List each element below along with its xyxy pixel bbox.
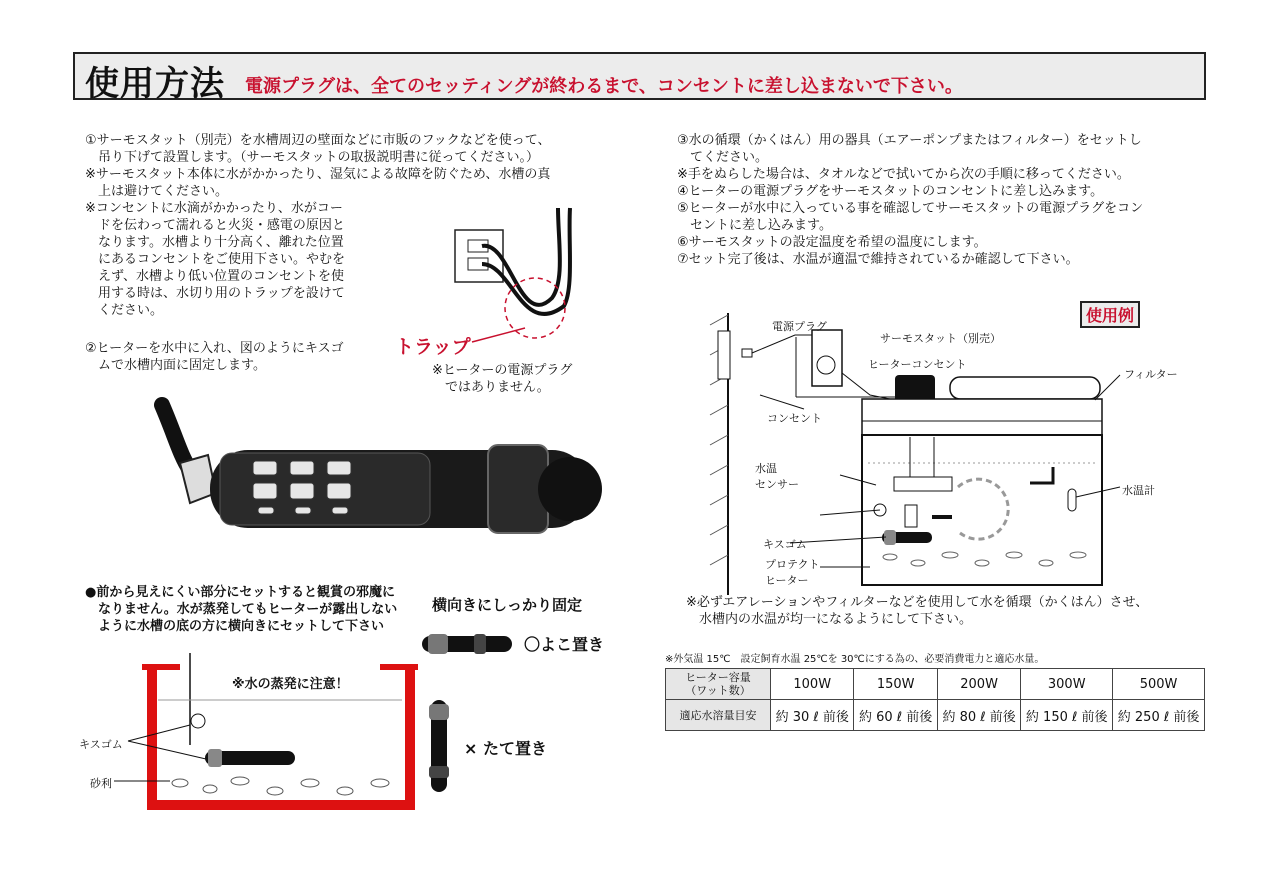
label-suction: キスゴム bbox=[763, 538, 807, 551]
table-cell: 500W bbox=[1113, 669, 1205, 700]
table-row bbox=[666, 669, 1205, 700]
outlet-trap-illustration bbox=[440, 200, 590, 340]
tank-evaporation-diagram bbox=[80, 645, 420, 815]
table-caption: ※外気温 15℃ 設定飼育水温 25℃を 30℃にする為の、必要消費電力と適応水量。 bbox=[665, 654, 1045, 665]
placement-bullet: ●前から見えにくい部分にセットすると観賞の邪魔に なりません。水が蒸発してもヒーターが露出しない ように水槽の底の方に横向きにセットして下さい bbox=[85, 585, 398, 634]
table-row bbox=[666, 700, 1205, 731]
table-cell: 200W bbox=[937, 669, 1020, 700]
table-cell: 約 250 ℓ 前後 bbox=[1113, 700, 1205, 731]
step4-text: ④ヒーターの電源プラグをサーモスタットのコンセントに差し込みます。 bbox=[677, 184, 1104, 199]
suction-cup-label: キスゴム bbox=[79, 738, 123, 751]
trap-label: トラップ bbox=[395, 336, 471, 358]
step6-text: ⑥サーモスタットの設定温度を希望の温度にします。 bbox=[677, 235, 987, 250]
ok-label: 〇よこ置き bbox=[524, 635, 605, 654]
evaporation-note: ※水の蒸発に注意！ bbox=[232, 677, 349, 692]
table-header-cell: ヒーター容量 （ワット数） bbox=[666, 669, 771, 700]
step2-text: ②ヒーターを水中に入れ、図のようにキスゴ ムで水槽内面に固定します。 bbox=[85, 341, 344, 373]
step3-text: ③水の循環（かくはん）用の器具（エアーポンプまたはフィルター）をセットし てください。 bbox=[677, 133, 1142, 165]
heater-illustration bbox=[150, 395, 610, 555]
page-title: 使用方法 bbox=[85, 64, 225, 104]
step5-text: ⑤ヒーターが水中に入っている事を確認してサーモスタットの電源プラグをコン セントに差し込みます。 bbox=[677, 201, 1144, 233]
table-cell: 100W bbox=[771, 669, 854, 700]
table-cell: 約 30 ℓ 前後 bbox=[771, 700, 854, 731]
label-heater-outlet: ヒーターコンセント bbox=[868, 358, 967, 371]
table-cell: 約 80 ℓ 前後 bbox=[937, 700, 1020, 731]
ng-label: × たて置き bbox=[464, 739, 547, 758]
circulation-note: ※必ずエアレーションやフィルターなどを使用して水を循環（かくはん）させ、 水槽内の水温が均一になるようにして下さい。 bbox=[686, 595, 1149, 627]
note2-text: ※コンセントに水滴がかかったり、水がコー ドを伝わって濡れると火災・感電の原因と なります。水槽より十分高く、離れた位置 にあるコンセントをご使用下さい。やむを えず、水槽より低い位置のコンセントを使 用する時は、水切り用のトラップを設けて ください。 bbox=[85, 201, 346, 318]
note3-text: ※手をぬらした場合は、タオルなどで拭いてから次の手順に移ってください。 bbox=[677, 167, 1130, 182]
label-thermometer: 水温計 bbox=[1122, 484, 1155, 497]
heater-capacity-table bbox=[665, 668, 1205, 731]
label-protect-heater: プロテクト ヒーター bbox=[765, 558, 820, 587]
table-cell: 300W bbox=[1021, 669, 1113, 700]
label-thermostat: サーモスタット（別売） bbox=[880, 332, 1001, 345]
plug-warning: 電源プラグは、全てのセッティングが終わるまで、コンセントに差し込まないで下さい。 bbox=[245, 76, 963, 97]
table-cell: 約 150 ℓ 前後 bbox=[1021, 700, 1113, 731]
fix-title: 横向きにしっかり固定 bbox=[432, 596, 583, 614]
page-header bbox=[73, 52, 1206, 104]
label-outlet: コンセント bbox=[767, 412, 822, 425]
trap-pointer bbox=[470, 320, 530, 350]
label-filter: フィルター bbox=[1124, 368, 1178, 381]
table-cell: 150W bbox=[854, 669, 937, 700]
vertical-heater-icon bbox=[425, 696, 453, 796]
step7-text: ⑦セット完了後は、水温が適温で維持されているか確認して下さい。 bbox=[677, 252, 1079, 267]
note1-text: ※サーモスタット本体に水がかかったり、湿気による故障を防ぐため、水槽の真 上は避けてください。 bbox=[85, 167, 551, 199]
horizontal-heater-icon bbox=[418, 630, 518, 658]
gravel-label: 砂利 bbox=[90, 777, 112, 790]
trap-note: ※ヒーターの電源プラグ ではありません。 bbox=[432, 363, 573, 395]
label-sensor: 水温 センサー bbox=[755, 462, 799, 491]
step1-text: ①サーモスタット（別売）を水槽周辺の壁面などに市販のフックなどを使って、 吊り下げて設置します。（サーモスタットの取扱説明書に従ってください。） bbox=[85, 133, 551, 165]
label-power-plug: 電源プラグ bbox=[772, 320, 827, 333]
table-cell: 約 60 ℓ 前後 bbox=[854, 700, 937, 731]
example-badge: 使用例 bbox=[1080, 301, 1140, 328]
table-row-label: 適応水溶量目安 bbox=[666, 700, 771, 731]
